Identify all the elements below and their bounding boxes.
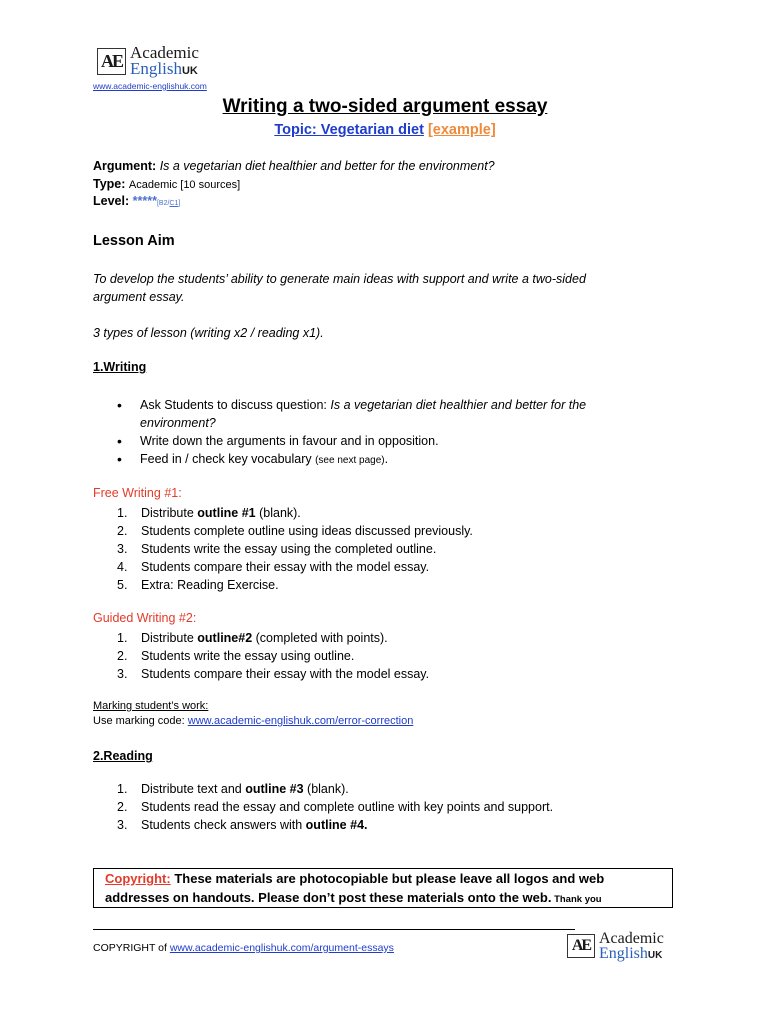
- lesson-aim-text: To develop the students’ ability to generate main ideas with support and write a two-sided argument essay.: [93, 272, 586, 304]
- lesson-aim-heading: Lesson Aim: [93, 233, 175, 249]
- reading-heading: 2.Reading: [93, 749, 153, 763]
- type-line: Type: Academic [10 sources]: [93, 177, 241, 191]
- reading-list: [117, 780, 717, 834]
- list-item: 4. Students compare their essay with the model essay.: [117, 560, 430, 574]
- guided-writing-heading: Guided Writing #2:: [93, 611, 197, 625]
- list-item: 3. Students compare their essay with the model essay.: [117, 667, 430, 681]
- footer-logo[interactable]: [567, 931, 664, 961]
- header-url-link[interactable]: www.academic-englishuk.com: [93, 81, 207, 91]
- copyright-label: Copyright:: [105, 871, 171, 886]
- footer-divider: [93, 929, 575, 930]
- marking-heading: Marking student’s work:: [93, 700, 209, 712]
- list-item: 2. Students complete outline using ideas discussed previously.: [117, 524, 473, 538]
- writing-heading: 1.Writing: [93, 360, 147, 374]
- list-item: 3. Students check answers with outline #4.: [117, 818, 368, 832]
- list-item: 1. Distribute text and outline #3 (blank).: [117, 782, 349, 796]
- free-writing-list: [117, 504, 677, 594]
- list-item: • Ask Students to discuss question: Is a vegetarian diet healthier and better for the environment?: [117, 396, 677, 432]
- page-title: Writing a two-sided argument essay: [222, 96, 548, 117]
- logo-mark: AE: [567, 934, 595, 958]
- marking-block: Marking student’s work: Use marking code: www.academic-englishuk.com/error-correction: [93, 700, 414, 727]
- topic-label[interactable]: Topic: Vegetarian diet: [274, 122, 424, 138]
- level-stars: *****: [132, 194, 157, 208]
- list-item: • Write down the arguments in favour and in opposition.: [117, 432, 677, 450]
- level-line: Level: *****[B2/C1]: [93, 194, 181, 208]
- logo-wordmark: Academic EnglishUK: [130, 43, 199, 79]
- list-item: 1. Distribute outline#2 (completed with points).: [117, 631, 388, 645]
- level-c1-link[interactable]: C1: [169, 200, 179, 207]
- topic-line: [0, 122, 770, 138]
- list-item: 5. Extra: Reading Exercise.: [117, 578, 279, 592]
- error-correction-link[interactable]: www.academic-englishuk.com/error-correction: [187, 715, 414, 727]
- list-item: 1. Distribute outline #1 (blank).: [117, 506, 301, 520]
- argument-line: Argument: Is a vegetarian diet healthier and better for the environment?: [93, 159, 495, 173]
- list-item: 3. Students write the essay using the completed outline.: [117, 542, 437, 556]
- writing-bullets: [117, 396, 677, 470]
- lesson-types: 3 types of lesson (writing x2 / reading x1).: [93, 326, 324, 340]
- argument-essays-link[interactable]: www.academic-englishuk.com/argument-essays: [169, 942, 394, 954]
- copyright-notice: Copyright: These materials are photocopiable but please leave all logos and web addresses on handouts. Please don’t post these materials onto the web. Thank you: [93, 868, 673, 908]
- free-writing-heading: Free Writing #1:: [93, 486, 182, 500]
- header-logo[interactable]: [97, 45, 199, 77]
- list-item: 2. Students read the essay and complete outline with key points and support.: [117, 800, 554, 814]
- logo-mark: AE: [97, 48, 126, 75]
- topic-tag[interactable]: [example]: [427, 122, 496, 138]
- guided-writing-list: [117, 629, 677, 683]
- list-item: 2. Students write the essay using outline.: [117, 649, 355, 663]
- footer-copyright: COPYRIGHT of www.academic-englishuk.com/argument-essays: [93, 942, 394, 954]
- list-item: • Feed in / check key vocabulary (see next page).: [117, 450, 677, 470]
- logo-wordmark: Academic EnglishUK: [599, 930, 664, 963]
